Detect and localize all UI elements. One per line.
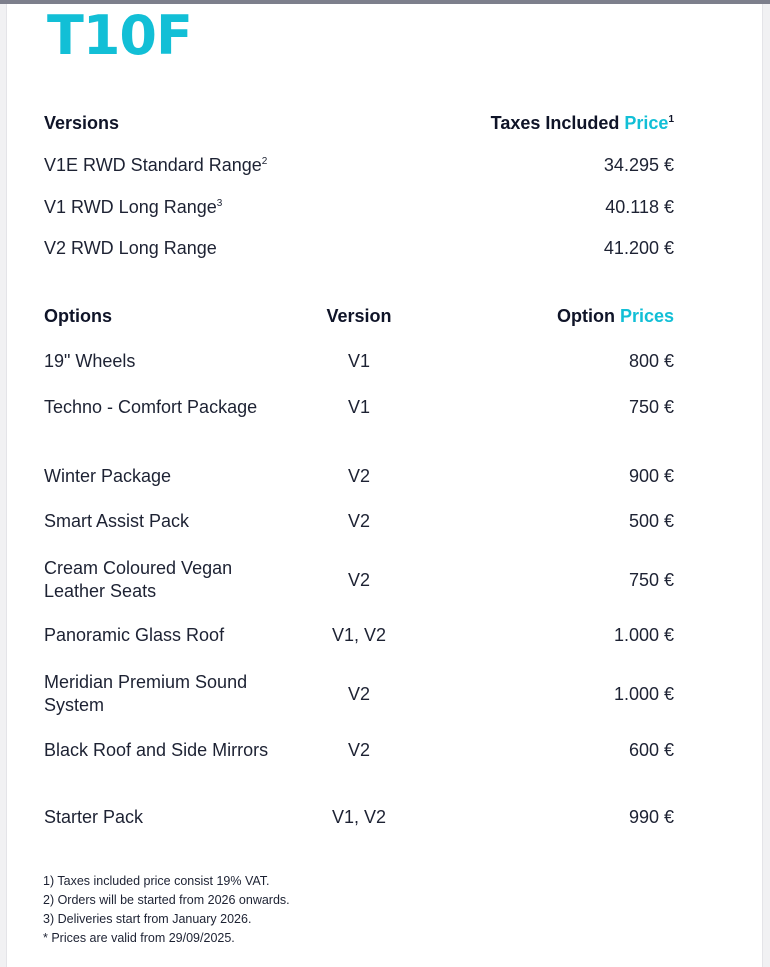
footnote-ref: 2 xyxy=(261,156,268,167)
option-name: Winter Package xyxy=(44,466,172,486)
option-price: 800 € xyxy=(628,351,674,371)
option-name: Meridian Premium Sound System xyxy=(44,672,248,715)
version-header: Version xyxy=(326,306,392,326)
option-price: 990 € xyxy=(628,807,674,827)
taxes-included-label: Taxes Included xyxy=(490,113,625,133)
option-name: Black Roof and Side Mirrors xyxy=(44,740,269,760)
version-price: 40.118 € xyxy=(605,197,674,217)
option-name: Smart Assist Pack xyxy=(44,511,190,531)
option-version: V2 xyxy=(347,570,371,590)
option-price: 900 € xyxy=(628,466,674,486)
version-name xyxy=(44,154,267,177)
option-price: 1.000 € xyxy=(613,684,674,704)
prices-accent: Prices xyxy=(619,306,674,326)
option-price: 1.000 € xyxy=(613,625,674,645)
brand-title: T10F xyxy=(47,4,192,67)
footnote-4: * Prices are valid from 29/09/2025. xyxy=(43,931,235,945)
footnote-ref: 1 xyxy=(668,114,674,125)
option-price: 750 € xyxy=(628,570,674,590)
option-version: V2 xyxy=(347,684,371,704)
price-accent: Price xyxy=(624,113,669,133)
price-sheet xyxy=(6,4,763,967)
taxes-included-price-header xyxy=(491,112,674,135)
option-name: 19" Wheels xyxy=(44,351,136,371)
versions-header: Versions xyxy=(44,113,120,133)
options-header: Options xyxy=(44,306,112,326)
version-name-text: V1 RWD Long Range xyxy=(44,197,217,217)
option-version: V1, V2 xyxy=(331,625,387,645)
option-version: V1 xyxy=(347,351,371,371)
option-price: 500 € xyxy=(628,511,674,531)
footnotes xyxy=(43,872,290,948)
footnote-ref: 3 xyxy=(216,198,223,209)
option-label: Option xyxy=(556,306,620,326)
option-name: Cream Coloured Vegan Leather Seats xyxy=(44,558,233,601)
option-prices-header xyxy=(557,305,674,328)
option-version: V1, V2 xyxy=(331,807,387,827)
option-version: V2 xyxy=(347,740,371,760)
option-name: Techno - Comfort Package xyxy=(44,397,258,417)
version-price: 34.295 € xyxy=(603,155,674,175)
version-name-text: V2 RWD Long Range xyxy=(44,238,217,258)
version-name xyxy=(44,237,217,260)
option-name: Starter Pack xyxy=(44,807,144,827)
footnote-3: 3) Deliveries start from January 2026. xyxy=(43,912,252,926)
version-name-text: V1E RWD Standard Range xyxy=(44,155,262,175)
option-version: V2 xyxy=(347,511,371,531)
option-name: Panoramic Glass Roof xyxy=(44,625,225,645)
option-price: 600 € xyxy=(628,740,674,760)
option-version: V2 xyxy=(347,466,371,486)
option-version: V1 xyxy=(347,397,371,417)
option-price: 750 € xyxy=(628,397,674,417)
version-name xyxy=(44,196,222,219)
footnote-1: 1) Taxes included price consist 19% VAT. xyxy=(43,874,270,888)
version-price: 41.200 € xyxy=(603,238,674,258)
footnote-2: 2) Orders will be started from 2026 onwards. xyxy=(43,893,290,907)
